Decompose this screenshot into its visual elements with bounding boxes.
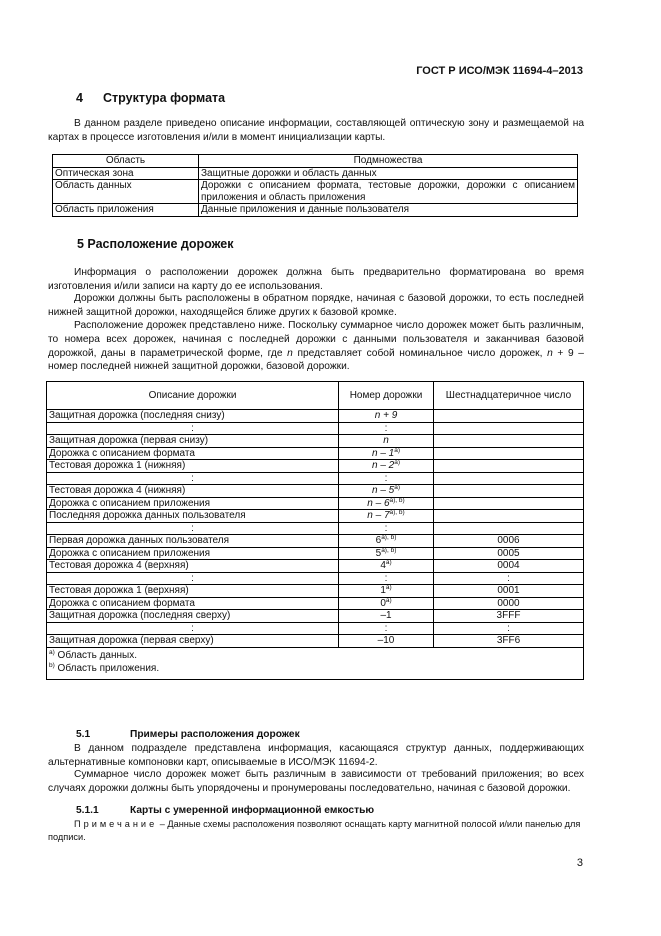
section-5-paragraph-3: Расположение дорожек представлено ниже. Поскольку суммарное число дорожек может быть различным, то номера всех дорожек, начиная с последней дорожки с данными пользователя и заканчивая базовой дорожкой, даны в параметрической форме, где n представляет собой номинальное число дорожек, n + 9 – номер последней нижней защитной дорожки, базовой дорожки. (48, 320, 584, 373)
track-number: 6 (375, 535, 382, 546)
track-number-cell (339, 610, 434, 623)
note-paragraph (48, 818, 584, 843)
hex-value-cell (434, 510, 584, 523)
track-layout-table (46, 381, 584, 680)
section-5-1-paragraph-2: Суммарное число дорожек может быть различным в зависимости от требований приложения; во всех случаях дорожки должны быть упорядочены и пронумерованы последовательно, начиная с базовой дорожки. (48, 769, 584, 794)
track-number: 1 (380, 585, 386, 596)
track-number: 4 (380, 560, 386, 571)
track-description-cell: : (47, 622, 339, 635)
table-row (47, 597, 584, 610)
table-row (47, 497, 584, 510)
hex-value-cell (434, 522, 584, 535)
hex-value-cell: : (434, 622, 584, 635)
hex-value-cell: 0005 (434, 547, 584, 560)
area-cell: Оптическая зона (53, 167, 199, 180)
footnote-ref: a), b) (389, 509, 405, 516)
footnote-ref: a), b) (389, 496, 405, 504)
table-header-row (53, 155, 578, 168)
track-number: n + 9 (374, 410, 398, 421)
track-number-cell (339, 410, 434, 423)
track-number-cell (339, 447, 434, 460)
column-header: Номер дорожки (339, 382, 434, 410)
track-description-cell: Последняя дорожка данных пользователя (47, 510, 339, 523)
area-cell: Область приложения (53, 204, 199, 217)
track-number: n – 7 (367, 510, 390, 521)
track-number-cell (339, 522, 434, 535)
section-4-heading (76, 91, 225, 105)
hex-value-cell: 0004 (434, 560, 584, 573)
table-row (47, 635, 584, 648)
table-row (53, 167, 578, 180)
area-cell: Область данных (53, 180, 199, 204)
track-number: 5 (375, 547, 382, 559)
hex-value-cell: : (434, 572, 584, 585)
track-number-cell (339, 622, 434, 635)
footnote-mark: a) (49, 648, 55, 656)
track-number-cell (339, 472, 434, 485)
subsection-number: 5.1 (76, 729, 91, 740)
track-number: : (384, 572, 388, 584)
track-description-cell: Тестовая дорожка 1 (нижняя) (47, 460, 339, 473)
track-description-cell: Дорожка с описанием приложения (47, 497, 339, 510)
track-description-cell: Дорожка с описанием формата (47, 597, 339, 610)
table-row (47, 610, 584, 623)
table-row (47, 585, 584, 598)
page-number: 3 (576, 857, 583, 869)
section-5-1-1-heading (76, 805, 374, 816)
footnote-ref: a), b) (381, 534, 397, 541)
track-number: –1 (380, 610, 392, 621)
track-number-cell (339, 485, 434, 498)
track-description-cell: : (47, 472, 339, 485)
note-text: – Данные схемы расположения позволяют оснащать карту магнитной полосой и/или панелью для подписи. (48, 819, 581, 842)
track-number: n – 6 (367, 497, 390, 509)
track-number-cell (339, 535, 434, 548)
table-footnote (47, 662, 584, 680)
track-number: –10 (377, 635, 395, 646)
footnote-ref: a), b) (381, 546, 397, 554)
track-number: n (383, 435, 389, 446)
table-row (47, 435, 584, 448)
track-number-cell (339, 547, 434, 560)
column-header: Описание дорожки (47, 382, 339, 410)
section-number: 4 (76, 91, 83, 105)
section-5-paragraph-2: Дорожки должны быть расположены в обратном порядке, начиная с базовой дорожки, то есть последней нижней защитной дорожки, находящейся ближе других к базовой кромке. (48, 293, 584, 318)
section-5-paragraph-1: Информация о расположении дорожек должна быть предварительно форматирована во время изготовления и/или записи на карту до ее использования. (48, 267, 584, 292)
hex-value-cell (434, 472, 584, 485)
table-row (47, 572, 584, 585)
footnote-ref: a) (385, 559, 392, 566)
track-description-cell: Защитная дорожка (первая сверху) (47, 635, 339, 648)
track-number-cell (339, 597, 434, 610)
track-number-cell (339, 422, 434, 435)
footnote-ref: a) (385, 584, 392, 591)
section-4-intro: В данном разделе приведено описание информации, составляющей оптическую зону и размещаемой на картах в процессе изготовления и/или в момент инициализации карты. (48, 118, 584, 143)
track-number: : (384, 622, 388, 634)
track-number-cell (339, 560, 434, 573)
table-footnote (47, 647, 584, 662)
footnote-text: Область данных. (54, 649, 137, 661)
column-header: Подмножества (199, 155, 578, 168)
table-row (47, 422, 584, 435)
track-number: : (384, 522, 388, 534)
track-number: : (384, 422, 388, 434)
table-row (47, 622, 584, 635)
track-number-cell (339, 460, 434, 473)
hex-value-cell (434, 435, 584, 448)
section-5-heading: 5 Расположение дорожек (77, 237, 234, 251)
footnote-ref: a) (394, 446, 401, 454)
track-number-cell (339, 497, 434, 510)
table-row (47, 510, 584, 523)
footnote-mark: b) (49, 661, 55, 669)
table-row (47, 522, 584, 535)
track-number: n – 1 (371, 447, 395, 459)
footnote-text: Область приложения. (54, 662, 160, 674)
table-row (47, 472, 584, 485)
footnote-ref: a) (385, 596, 392, 604)
track-number: n – 2 (371, 460, 395, 471)
track-description-cell: Защитная дорожка (первая снизу) (47, 435, 339, 448)
column-header: Шестнадцатеричное число (434, 382, 584, 410)
footnote-ref: a) (394, 459, 401, 466)
subsection-title: Карты с умеренной информационной емкостью (130, 805, 375, 816)
subsection-title: Примеры расположения дорожек (130, 729, 300, 740)
track-description-cell: Тестовая дорожка 4 (верхняя) (47, 560, 339, 573)
table-row (47, 460, 584, 473)
document-header: ГОСТ Р ИСО/МЭК 11694-4–2013 (416, 65, 583, 77)
track-description-cell: Тестовая дорожка 1 (верхняя) (47, 585, 339, 598)
section-title: Структура формата (103, 91, 226, 105)
hex-value-cell (434, 485, 584, 498)
track-number-cell (339, 510, 434, 523)
hex-value-cell (434, 410, 584, 423)
subset-cell: Данные приложения и данные пользователя (199, 204, 578, 217)
table-row (47, 560, 584, 573)
track-number: n – 5 (371, 485, 395, 496)
subsection-number: 5.1.1 (76, 805, 99, 816)
track-description-cell: : (47, 422, 339, 435)
table-header-row (47, 382, 584, 410)
table-row (47, 410, 584, 423)
track-description-cell: Тестовая дорожка 4 (нижняя) (47, 485, 339, 498)
track-number-cell (339, 572, 434, 585)
table-row (47, 447, 584, 460)
track-description-cell: Дорожка с описанием приложения (47, 547, 339, 560)
track-description-cell: : (47, 522, 339, 535)
footnote-ref: a) (394, 484, 401, 491)
hex-value-cell: 3FFF (434, 610, 584, 623)
note-label: Примечание (74, 819, 158, 829)
table-row (47, 547, 584, 560)
table-row (47, 535, 584, 548)
track-description-cell: Дорожка с описанием формата (47, 447, 339, 460)
track-description-cell: : (47, 572, 339, 585)
table-row (53, 204, 578, 217)
hex-value-cell (434, 497, 584, 510)
hex-value-cell (434, 422, 584, 435)
track-description-cell: Первая дорожка данных пользователя (47, 535, 339, 548)
hex-value-cell: 0006 (434, 535, 584, 548)
track-number-cell (339, 435, 434, 448)
track-number-cell (339, 585, 434, 598)
table-row (53, 180, 578, 204)
track-description-cell: Защитная дорожка (последняя сверху) (47, 610, 339, 623)
hex-value-cell (434, 447, 584, 460)
format-structure-table (52, 154, 578, 217)
table-row (47, 485, 584, 498)
hex-value-cell: 0001 (434, 585, 584, 598)
track-number: : (384, 472, 388, 484)
section-5-1-paragraph-1: В данном подразделе представлена информация, касающаяся структур данных, поддерживающих альтернативные компоновки карт, описываемые в ИСО/МЭК 11694-2. (48, 743, 584, 768)
hex-value-cell: 3FF6 (434, 635, 584, 648)
hex-value-cell (434, 460, 584, 473)
subset-cell: Защитные дорожки и область данных (199, 167, 578, 180)
track-description-cell: Защитная дорожка (последняя снизу) (47, 410, 339, 423)
hex-value-cell: 0000 (434, 597, 584, 610)
track-number-cell (339, 635, 434, 648)
track-number: 0 (380, 597, 386, 609)
subset-cell: Дорожки с описанием формата, тестовые дорожки, дорожки с описанием приложения и область приложения (199, 180, 578, 204)
section-5-1-heading (76, 729, 300, 740)
column-header: Область (53, 155, 199, 168)
